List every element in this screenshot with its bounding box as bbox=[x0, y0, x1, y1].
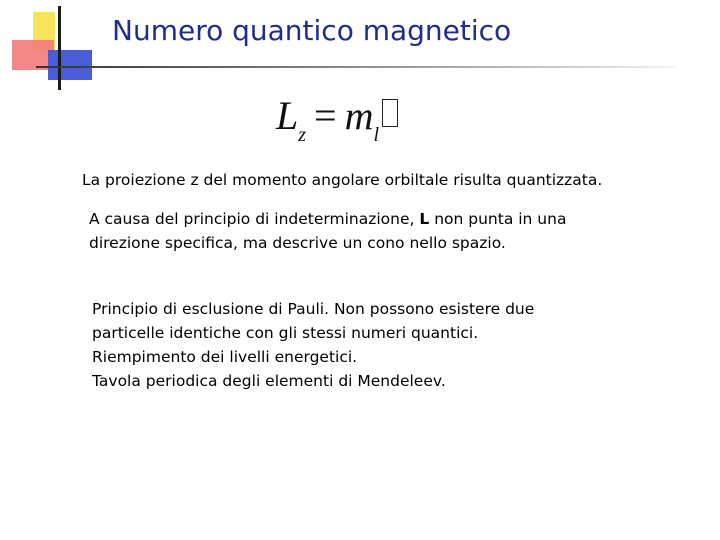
decor-blue-square bbox=[48, 50, 92, 80]
paragraph-pauli bbox=[92, 297, 534, 393]
formula-lhs: L bbox=[276, 93, 299, 138]
pauli-line: Principio di esclusione di Pauli. Non possono esistere due bbox=[92, 300, 535, 318]
decor-vertical-line bbox=[58, 6, 61, 90]
pauli-line: particelle identiche con gli stessi numeri quantici. bbox=[92, 324, 479, 342]
pauli-line: Tavola periodica degli elementi di Mendeleev. bbox=[92, 372, 446, 390]
formula-equals: = bbox=[314, 93, 337, 138]
formula-lhs-subscript: z bbox=[298, 124, 307, 146]
formula bbox=[276, 92, 398, 147]
title-underline bbox=[36, 66, 676, 68]
paragraph-indeterminacy-line2: direzione specifica, ma descrive un cono nello spazio. bbox=[89, 234, 506, 252]
formula-rhs: m bbox=[344, 93, 374, 138]
paragraph-indeterminacy-line1: A causa del principio di indeterminazione, L non punta in una bbox=[89, 210, 567, 228]
paragraph-indeterminacy bbox=[89, 207, 566, 255]
paragraph-quantization: La proiezione z del momento angolare orbiltale risulta quantizzata. bbox=[82, 171, 603, 189]
slide-title: Numero quantico magnetico bbox=[112, 14, 512, 47]
formula-rhs-subscript: l bbox=[373, 124, 380, 146]
pauli-line: Riempimento dei livelli energetici. bbox=[92, 348, 358, 366]
missing-glyph-icon bbox=[382, 99, 398, 127]
